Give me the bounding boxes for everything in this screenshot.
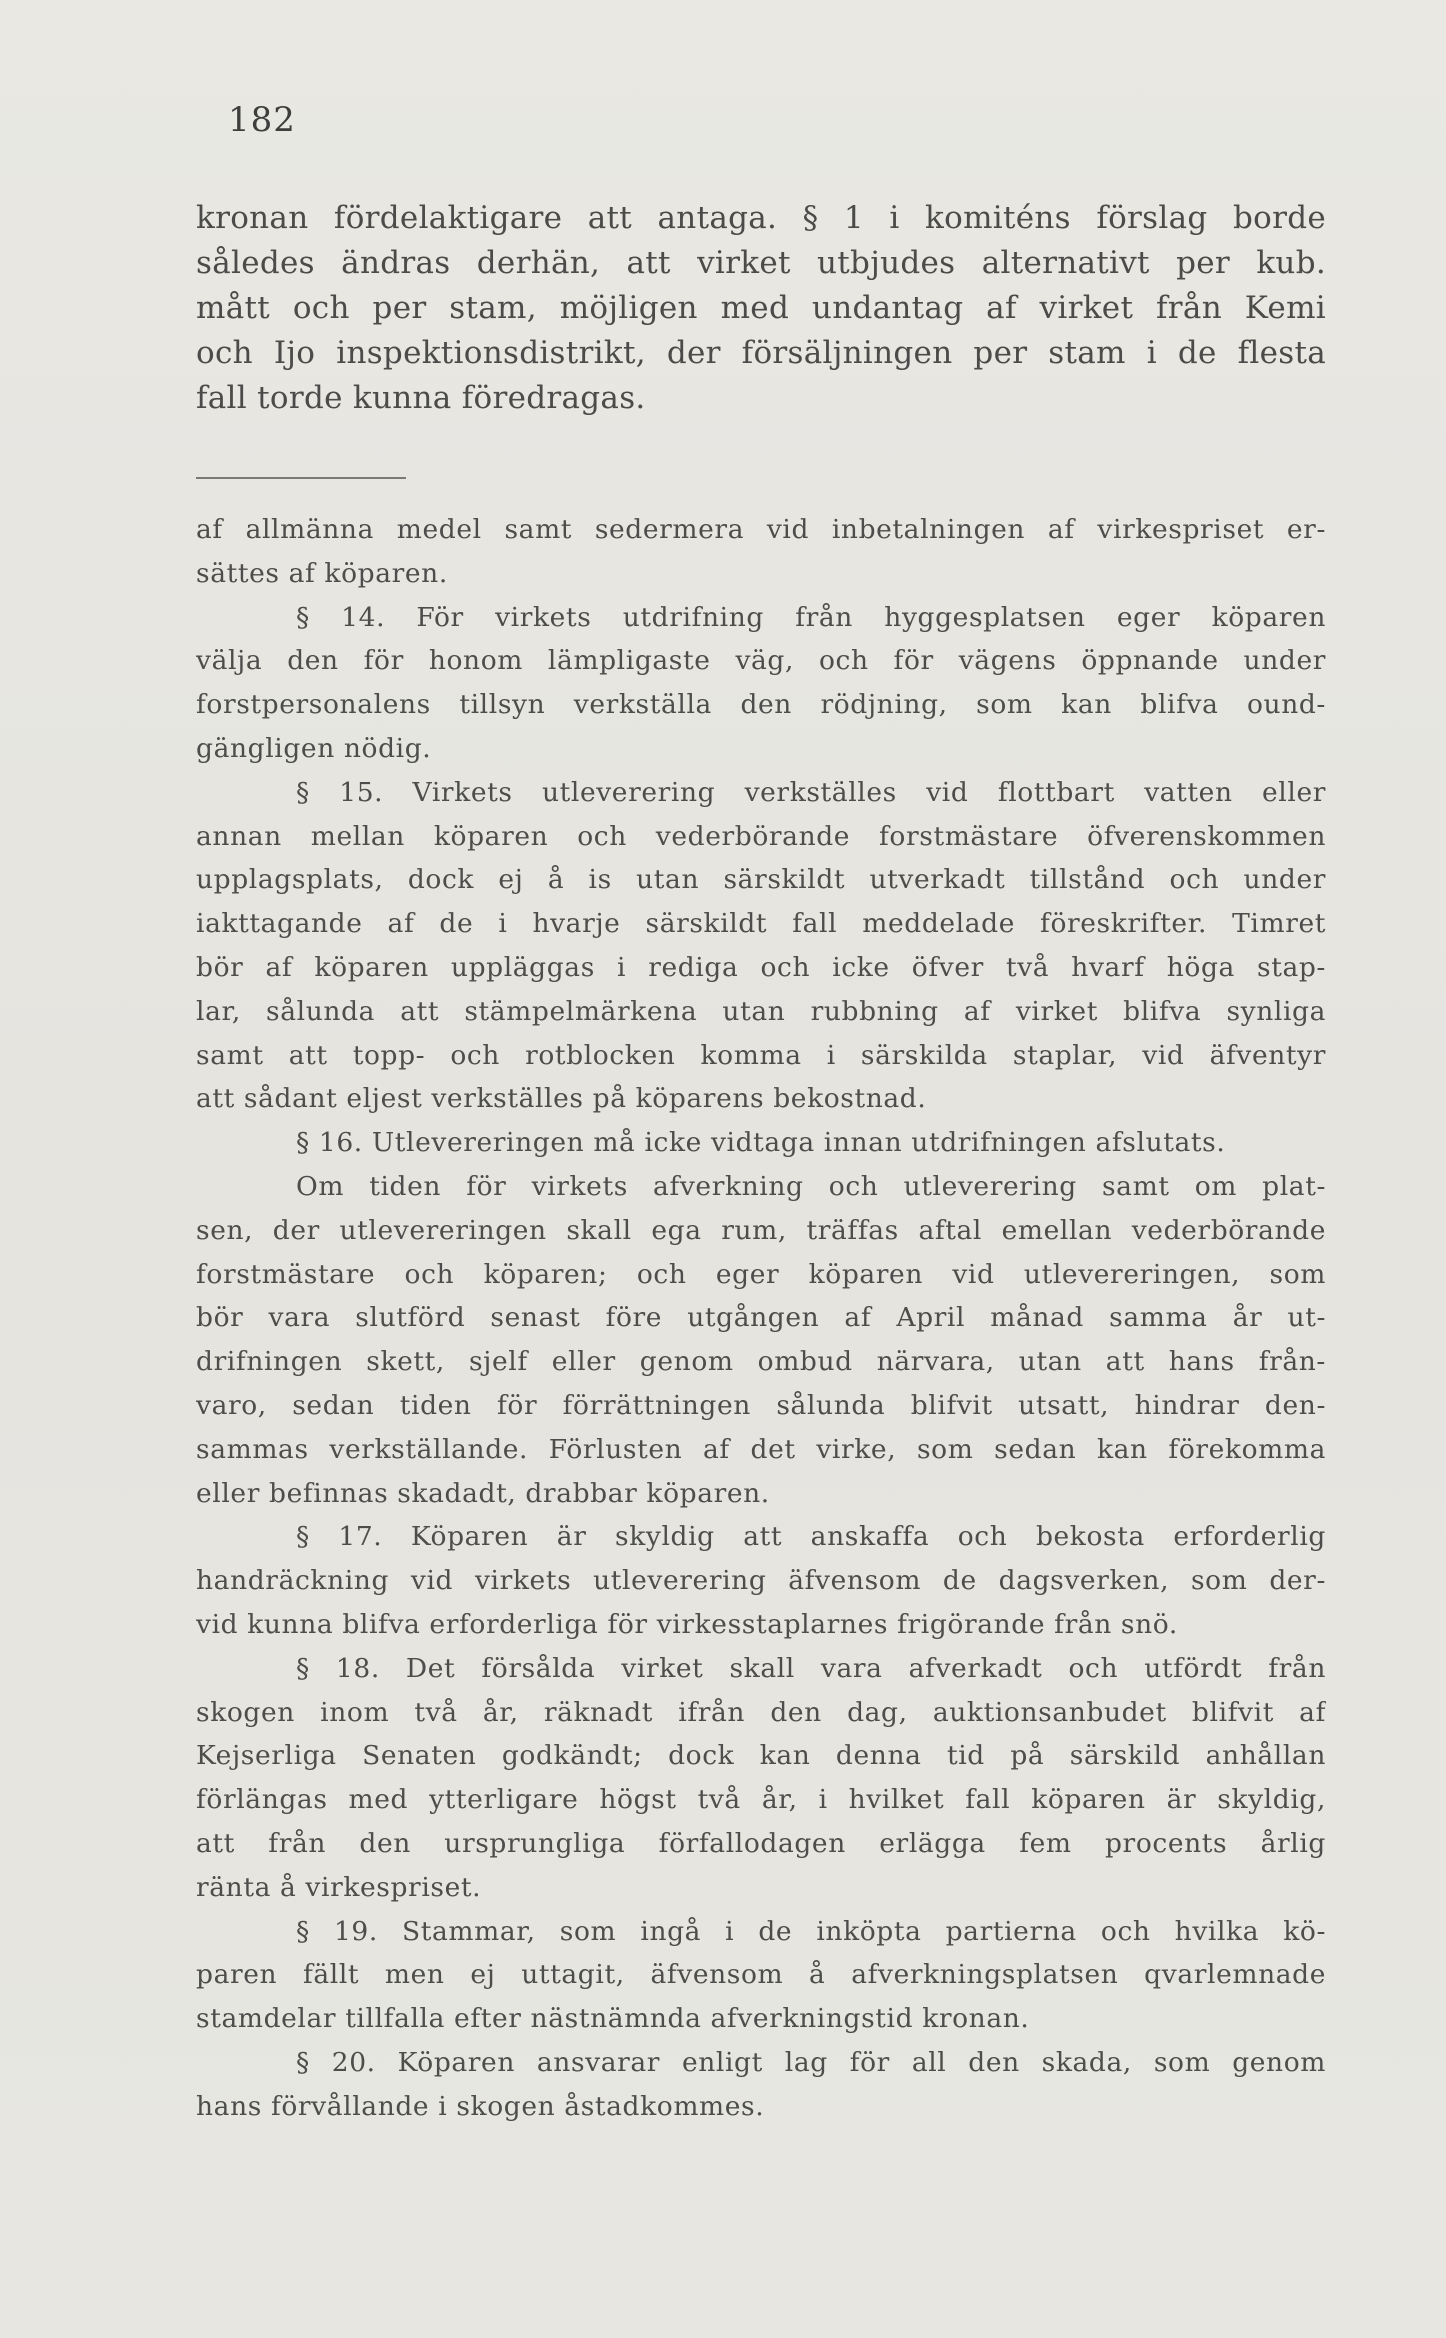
text-line: Kejserliga Senaten godkändt; dock kan denna tid på särskild anhållan [196,1740,1326,1772]
main-text-line: mått och per stam, möjligen med undantag af virket från Kemi [196,290,1326,326]
text-line: bör af köparen uppläggas i rediga och icke öfver två hvarf höga stap- [196,951,1326,983]
text-line: sammas verkställande. Förlusten af det virke, som sedan kan förekomma [196,1433,1326,1465]
text-line: Om tiden för virkets afverkning och utleverering samt om plat- [296,1170,1326,1202]
text-line: hans förvållande i skogen åstadkommes. [196,2090,765,2122]
paragraph-19-start: § 19. Stammar, som ingå i de inköpta partierna och hvilka kö- [296,1915,1326,1947]
text-line: bör vara slutförd senast före utgången af April månad samma år ut- [196,1302,1326,1334]
text-line: sättes af köparen. [196,557,448,589]
text-line: annan mellan köparen och vederbörande forstmästare öfverenskommen [196,820,1326,852]
text-line: att sådant eljest verkställes på köparens bekostnad. [196,1083,927,1115]
text-line: lar, sålunda att stämpelmärkena utan rubbning af virket blifva synliga [196,995,1326,1027]
regulations-text-block [196,508,1326,2128]
text-line: eller befinnas skadadt, drabbar köparen. [196,1477,770,1509]
text-line: att från den ursprungliga förfallodagen erlägga fem procents årlig [196,1827,1326,1859]
text-line: vid kunna blifva erforderliga för virkesstaplarnes frigörande från snö. [196,1608,1178,1640]
paragraph-17-start: § 17. Köparen är skyldig att anskaffa och bekosta erforderlig [296,1521,1326,1553]
text-line: förlängas med ytterligare högst två år, i hvilket fall köparen är skyldig, [196,1784,1326,1816]
text-line: af allmänna medel samt sedermera vid inbetalningen af virkespriset er- [196,514,1326,545]
section-divider [196,477,406,479]
page-number: 182 [228,100,296,140]
text-line: upplagsplats, dock ej å is utan särskildt utverkadt tillstånd och under [196,864,1326,896]
main-text-line: kronan fördelaktigare att antaga. § 1 i komiténs förslag borde [196,200,1326,236]
text-line: stamdelar tillfalla efter nästnämnda afverkningstid kronan. [196,2003,1030,2035]
text-line: paren fällt men ej uttagit, äfvensom å afverkningsplatsen qvarlemnade [196,1959,1326,1991]
paragraph-20-start: § 20. Köparen ansvarar enligt lag för all den skada, som genom [296,2046,1326,2078]
main-text-line: fall torde kunna föredragas. [196,380,646,416]
text-line: forstmästare och köparen; och eger köparen vid utlevereringen, som [196,1258,1326,1290]
paragraph-16-start: § 16. Utlevereringen må icke vidtaga innan utdrifningen afslutats. [296,1127,1226,1159]
paragraph-18-start: § 18. Det försålda virket skall vara afverkadt och utfördt från [296,1652,1326,1684]
text-line: drifningen skett, sjelf eller genom ombud närvara, utan att hans från- [196,1346,1326,1378]
main-text-block [196,196,1326,421]
text-line: handräckning vid virkets utleverering äfvensom de dagsverken, som der- [196,1565,1326,1597]
text-line: iakttagande af de i hvarje särskildt fall meddelade föreskrifter. Timret [196,908,1326,940]
text-line: varo, sedan tiden för förrättningen sålunda blifvit utsatt, hindrar den- [196,1389,1326,1421]
text-line: gängligen nödig. [196,732,432,764]
text-line: samt att topp- och rotblocken komma i särskilda staplar, vid äfventyr [196,1039,1326,1071]
paragraph-14-start: § 14. För virkets utdrifning från hyggesplatsen eger köparen [296,601,1326,633]
main-text-line: således ändras derhän, att virket utbjudes alternativt per kub. [196,245,1326,281]
text-line: forstpersonalens tillsyn verkställa den rödjning, som kan blifva ound- [196,689,1326,721]
main-text-line: och Ijo inspektionsdistrikt, der försäljningen per stam i de flesta [196,335,1326,371]
text-line: skogen inom två år, räknadt ifrån den dag, auktionsanbudet blifvit af [196,1696,1326,1728]
text-line: sen, der utlevereringen skall ega rum, träffas aftal emellan vederbörande [196,1214,1326,1246]
paragraph-15-start: § 15. Virkets utleverering verkställes vid flottbart vatten eller [296,776,1326,808]
text-line: ränta å virkespriset. [196,1871,482,1903]
text-line: välja den för honom lämpligaste väg, och för vägens öppnande under [196,645,1326,677]
